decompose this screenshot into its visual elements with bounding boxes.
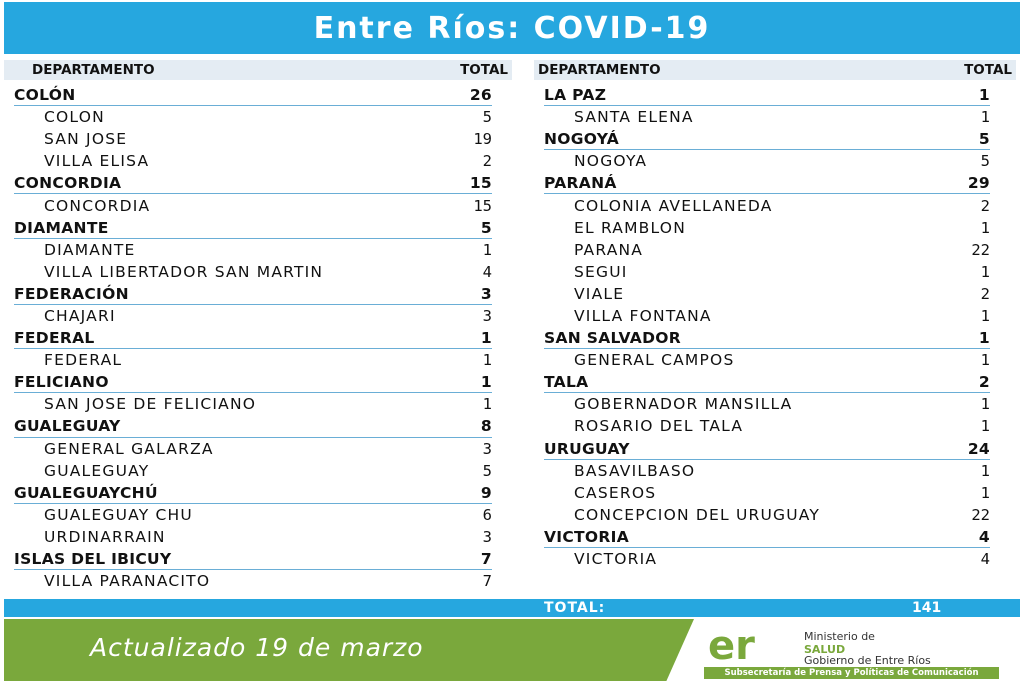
department-name: GUALEGUAY (14, 417, 121, 436)
locality-count: 4 (980, 550, 990, 569)
locality-count: 1 (980, 395, 990, 414)
locality-name: CASEROS (574, 483, 657, 502)
department-row (544, 438, 990, 460)
department-name: FELICIANO (14, 373, 109, 392)
locality-name: GOBERNADOR MANSILLA (574, 395, 793, 414)
locality-count: 1 (482, 351, 492, 370)
salud-text: SALUD (804, 643, 846, 656)
locality-row (544, 393, 990, 415)
department-total: 1 (978, 86, 990, 105)
right-column-header (534, 60, 1016, 80)
locality-row (544, 349, 990, 371)
locality-count: 4 (482, 262, 492, 281)
locality-row (544, 283, 990, 305)
locality-row (14, 526, 492, 548)
locality-row (544, 239, 990, 261)
ministerio-logo (704, 623, 1004, 677)
locality-row (14, 261, 492, 283)
locality-count: 5 (482, 461, 492, 480)
department-name: PARANÁ (544, 174, 617, 193)
locality-row (14, 150, 492, 172)
locality-row (14, 393, 492, 415)
department-row (544, 128, 990, 150)
right-table (544, 84, 990, 570)
locality-row (544, 217, 990, 239)
department-name: LA PAZ (544, 86, 607, 105)
subsecretaria-text: Subsecretaría de Prensa y Políticas de Comunicación (704, 667, 999, 679)
department-row (14, 327, 492, 349)
locality-name: URDINARRAIN (44, 527, 166, 546)
department-name: NOGOYÁ (544, 130, 620, 149)
department-name: FEDERAL (14, 329, 95, 348)
locality-row (14, 106, 492, 128)
page-title: Entre Ríos: COVID-19 (313, 10, 711, 46)
locality-row (14, 460, 492, 482)
ministerio-text: Ministerio de (804, 630, 875, 643)
locality-row (544, 150, 990, 172)
department-row (14, 217, 492, 239)
locality-row (544, 261, 990, 283)
department-row (14, 283, 492, 305)
locality-name: COLONIA AVELLANEDA (574, 196, 773, 215)
locality-name: VILLA PARANACITO (44, 572, 211, 591)
locality-name: DIAMANTE (44, 240, 136, 259)
locality-count: 1 (980, 218, 990, 237)
department-total: 2 (978, 373, 990, 392)
department-row (544, 84, 990, 106)
locality-name: VILLA LIBERTADOR SAN MARTIN (44, 262, 324, 281)
department-total: 5 (978, 130, 990, 149)
department-total: 24 (967, 439, 990, 458)
gobierno-text: Gobierno de Entre Ríos (804, 654, 931, 667)
department-total: 7 (480, 550, 492, 569)
department-row (14, 84, 492, 106)
locality-row (14, 239, 492, 261)
locality-count: 5 (482, 108, 492, 127)
locality-count: 1 (980, 351, 990, 370)
er-logo-icon (704, 623, 800, 665)
department-total: 15 (469, 174, 492, 193)
department-row (14, 548, 492, 570)
locality-name: VIALE (574, 284, 625, 303)
department-name: DIAMANTE (14, 218, 109, 237)
locality-count: 7 (482, 572, 492, 591)
locality-row (544, 305, 990, 327)
locality-row (544, 504, 990, 526)
locality-count: 1 (980, 461, 990, 480)
title-banner (4, 2, 1020, 54)
department-row (14, 415, 492, 437)
logo-mark-text: er (708, 623, 755, 665)
department-name: CONCORDIA (14, 174, 122, 193)
department-total: 26 (469, 86, 492, 105)
locality-count: 22 (971, 505, 990, 524)
department-total: 5 (480, 218, 492, 237)
locality-name: COLON (44, 108, 105, 127)
locality-count: 1 (980, 108, 990, 127)
department-name: VICTORIA (544, 527, 629, 546)
department-total: 1 (480, 329, 492, 348)
department-name: SAN SALVADOR (544, 329, 681, 348)
locality-count: 1 (980, 483, 990, 502)
department-total: 8 (480, 417, 492, 436)
locality-count: 2 (980, 196, 990, 215)
department-row (14, 172, 492, 194)
total-value: 141 (912, 600, 942, 616)
locality-row (14, 570, 492, 592)
locality-name: GENERAL GALARZA (44, 439, 214, 458)
locality-count: 2 (980, 284, 990, 303)
locality-name: SAN JOSE (44, 130, 128, 149)
department-total: 3 (480, 284, 492, 303)
locality-name: PARANA (574, 240, 644, 259)
locality-row (14, 438, 492, 460)
locality-name: VICTORIA (574, 550, 658, 569)
department-name: URUGUAY (544, 439, 630, 458)
locality-row (544, 106, 990, 128)
locality-name: CHAJARI (44, 306, 116, 325)
dept-header: DEPARTAMENTO (538, 62, 661, 78)
left-column-header (4, 60, 512, 80)
locality-count: 5 (980, 152, 990, 171)
locality-count: 15 (473, 196, 492, 215)
locality-name: SAN JOSE DE FELICIANO (44, 395, 257, 414)
department-row (14, 482, 492, 504)
locality-name: NOGOYA (574, 152, 648, 171)
locality-name: SANTA ELENA (574, 108, 694, 127)
locality-name: SEGUI (574, 262, 628, 281)
total-bar (4, 599, 1020, 617)
dept-header: DEPARTAMENTO (32, 62, 155, 78)
department-row (544, 327, 990, 349)
locality-name: GUALEGUAY (44, 461, 150, 480)
department-total: 4 (978, 527, 990, 546)
locality-name: EL RAMBLON (574, 218, 686, 237)
locality-count: 1 (482, 240, 492, 259)
department-total: 29 (967, 174, 990, 193)
locality-count: 1 (980, 262, 990, 281)
locality-name: ROSARIO DEL TALA (574, 417, 744, 436)
locality-name: GENERAL CAMPOS (574, 351, 735, 370)
department-row (544, 172, 990, 194)
locality-row (544, 194, 990, 216)
locality-count: 1 (980, 417, 990, 436)
locality-count: 2 (482, 152, 492, 171)
department-name: FEDERACIÓN (14, 284, 129, 303)
locality-name: FEDERAL (44, 351, 123, 370)
locality-name: VILLA ELISA (44, 152, 150, 171)
locality-row (544, 482, 990, 504)
locality-row (544, 460, 990, 482)
total-header: TOTAL (964, 62, 1012, 78)
department-name: GUALEGUAYCHÚ (14, 483, 158, 502)
left-table (14, 84, 492, 592)
locality-count: 3 (482, 439, 492, 458)
department-name: ISLAS DEL IBICUY (14, 550, 172, 569)
locality-row (14, 504, 492, 526)
department-row (544, 526, 990, 548)
locality-count: 3 (482, 306, 492, 325)
locality-count: 1 (980, 306, 990, 325)
department-name: TALA (544, 373, 589, 392)
locality-name: CONCORDIA (44, 196, 151, 215)
locality-count: 1 (482, 395, 492, 414)
footer (4, 619, 1020, 681)
department-name: COLÓN (14, 86, 76, 105)
locality-name: BASAVILBASO (574, 461, 696, 480)
locality-count: 6 (482, 505, 492, 524)
locality-count: 19 (473, 130, 492, 149)
locality-row (14, 128, 492, 150)
locality-name: VILLA FONTANA (574, 306, 712, 325)
total-label: TOTAL: (544, 600, 606, 616)
locality-row (14, 194, 492, 216)
locality-row (14, 349, 492, 371)
locality-row (14, 305, 492, 327)
locality-row (544, 548, 990, 570)
department-total: 1 (978, 329, 990, 348)
locality-count: 3 (482, 527, 492, 546)
department-total: 1 (480, 373, 492, 392)
locality-row (544, 415, 990, 437)
department-row (14, 371, 492, 393)
locality-name: CONCEPCION DEL URUGUAY (574, 505, 821, 524)
updated-text: Actualizado 19 de marzo (90, 633, 424, 662)
total-header: TOTAL (460, 62, 508, 78)
department-total: 9 (480, 483, 492, 502)
department-row (544, 371, 990, 393)
locality-name: GUALEGUAY CHU (44, 505, 193, 524)
locality-count: 22 (971, 240, 990, 259)
